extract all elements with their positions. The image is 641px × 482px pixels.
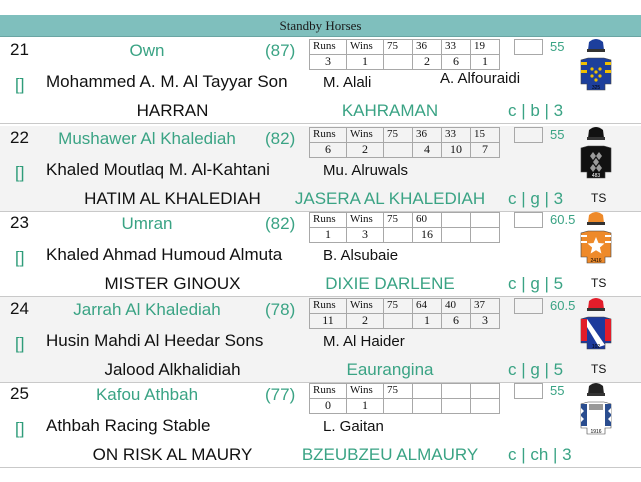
jockey-silk-icon (578, 297, 614, 355)
stats-header-cell: 37 (471, 299, 500, 314)
sire-name: MISTER GINOUX (104, 274, 241, 293)
horse-name-link[interactable]: Jarrah Al Khalediah (73, 300, 221, 319)
trainer-name: Mu. Alruwals (323, 162, 409, 179)
stats-value-cell: 1 (310, 228, 347, 243)
stats-header-cell: Runs (310, 128, 347, 143)
select-marker[interactable]: [] (15, 75, 25, 94)
jockey-silk-icon (578, 126, 614, 184)
stats-header-cell: Runs (310, 384, 347, 399)
stats-header-cell: Runs (310, 213, 347, 228)
owner-name: Khaled Ahmad Humoud Almuta (46, 245, 283, 264)
stats-header-cell (471, 213, 500, 228)
stats-header-cell: 40 (442, 299, 471, 314)
stats-extra-cell (514, 39, 543, 55)
owner-name: Athbah Racing Stable (46, 416, 211, 435)
horse-summary: c | b | 3 (508, 101, 564, 120)
horse-name-link[interactable]: Own (129, 41, 165, 60)
trainer-name: L. Gaitan (323, 418, 384, 435)
form-stats-table (309, 383, 500, 414)
stats-value-cell: 6 (310, 143, 347, 158)
sire-name: ON RISK AL MAURY (92, 445, 253, 464)
stats-value-cell: 2 (413, 55, 442, 70)
stats-value-cell: 6 (442, 314, 471, 329)
horse-number: 25 (10, 384, 29, 403)
standby-horses-header (0, 15, 641, 37)
weight-value: 60.5 (550, 212, 576, 227)
horse-rating: (87) (265, 41, 296, 60)
jockey-silk-icon (578, 211, 614, 269)
stats-value-cell (442, 228, 471, 243)
stats-header-cell: Wins (347, 213, 384, 228)
stats-header-cell: 75 (384, 213, 413, 228)
stats-header-cell: 15 (471, 128, 500, 143)
stats-header-cell (471, 384, 500, 399)
svg-text:325: 325 (591, 85, 601, 91)
stats-value-cell: 1 (347, 399, 384, 414)
stats-value-cell: 1 (471, 55, 500, 70)
stats-header-cell: Runs (310, 299, 347, 314)
horse-name-link[interactable]: Kafou Athbah (95, 385, 199, 404)
form-stats-table (309, 39, 500, 70)
horse-summary: c | g | 3 (508, 189, 564, 208)
stats-extra-cell (514, 298, 543, 314)
horse-rating: (77) (265, 385, 296, 404)
dam-name-link[interactable]: JASERA AL KHALEDIAH (294, 189, 486, 208)
horse-number: 22 (10, 128, 29, 147)
stats-header-cell: Runs (310, 40, 347, 55)
horse-number: 21 (10, 40, 29, 59)
horse-name-link[interactable]: Mushawer Al Khalediah (58, 129, 236, 148)
weight-value: 55 (550, 383, 565, 398)
horse-name-link[interactable]: Umran (121, 214, 173, 233)
stats-value-cell: 7 (471, 143, 500, 158)
stats-header-cell: 19 (471, 40, 500, 55)
stats-extra-cell (514, 127, 543, 143)
horse-entry[interactable] (0, 38, 641, 124)
horse-rating: (82) (265, 214, 296, 233)
select-marker[interactable]: [] (15, 248, 25, 267)
jockey-silk-icon (578, 38, 614, 96)
stats-value-cell: 4 (413, 143, 442, 158)
ts-badge: TS (591, 191, 607, 205)
stats-value-cell (471, 228, 500, 243)
form-stats-table (309, 298, 500, 329)
stats-value-cell: 16 (413, 228, 442, 243)
stats-header-cell: 75 (384, 128, 413, 143)
svg-text:2416: 2416 (590, 258, 602, 264)
svg-text:483: 483 (591, 173, 601, 179)
stats-header-cell: Wins (347, 40, 384, 55)
stats-header-cell: Wins (347, 299, 384, 314)
stats-value-cell: 0 (310, 399, 347, 414)
stats-header-cell: 64 (413, 299, 442, 314)
horse-summary: c | g | 5 (508, 360, 564, 379)
stats-value-cell: 6 (442, 55, 471, 70)
stats-value-cell: 2 (347, 314, 384, 329)
stats-header-cell: 33 (442, 40, 471, 55)
weight-value: 60.5 (550, 298, 576, 313)
horse-summary: c | g | 5 (508, 274, 564, 293)
weight-value: 55 (550, 127, 565, 142)
stats-header-cell: 36 (413, 128, 442, 143)
sire-name: Jalood Alkhalidiah (104, 360, 241, 379)
select-marker[interactable]: [] (15, 334, 25, 353)
dam-name-link[interactable]: KAHRAMAN (341, 101, 439, 120)
stats-value-cell: 3 (347, 228, 384, 243)
stats-value-cell: 1 (413, 314, 442, 329)
stats-value-cell: 10 (442, 143, 471, 158)
stats-value-cell: 3 (310, 55, 347, 70)
stats-value-cell (384, 228, 413, 243)
horse-entry[interactable] (0, 126, 641, 212)
horse-summary: c | ch | 3 (508, 445, 572, 464)
stats-value-cell (384, 55, 413, 70)
trainer-name: B. Alsubaie (323, 247, 399, 264)
horse-entry[interactable] (0, 297, 641, 383)
horse-number: 23 (10, 213, 29, 232)
stats-value-cell: 2 (347, 143, 384, 158)
stats-value-cell (442, 399, 471, 414)
stats-header-cell (442, 384, 471, 399)
stats-header-cell (442, 213, 471, 228)
dam-name-link[interactable]: Eaurangina (346, 360, 434, 379)
horse-rating: (78) (265, 300, 296, 319)
stats-value-cell: 1 (347, 55, 384, 70)
form-stats-table (309, 127, 500, 158)
ts-badge: TS (591, 276, 607, 290)
dam-name-link[interactable]: BZEUBZEU ALMAURY (301, 445, 479, 464)
stats-value-cell (471, 399, 500, 414)
horse-entry[interactable] (0, 382, 641, 468)
stats-value-cell (413, 399, 442, 414)
select-marker[interactable]: [] (15, 419, 25, 438)
stats-value-cell: 3 (471, 314, 500, 329)
stats-header-cell: 60 (413, 213, 442, 228)
stats-header-cell: 33 (442, 128, 471, 143)
stats-header-cell: 75 (384, 40, 413, 55)
stats-extra-cell (514, 212, 543, 228)
trainer-name: M. Al Haider (323, 333, 405, 350)
weight-value: 55 (550, 39, 565, 54)
sire-name: HATIM AL KHALEDIAH (84, 189, 261, 208)
stats-header-cell: Wins (347, 128, 384, 143)
stats-extra-cell (514, 383, 543, 399)
stats-header-cell (413, 384, 442, 399)
sire-name: HARRAN (136, 101, 209, 120)
stats-header-cell: 75 (384, 384, 413, 399)
horse-rating: (82) (265, 129, 296, 148)
stats-value-cell (384, 143, 413, 158)
trainer-name: M. Alali (323, 74, 372, 91)
jockey-name: A. Alfouraidi (440, 70, 521, 87)
form-stats-table (309, 212, 500, 243)
svg-text:102: 102 (591, 344, 601, 350)
stats-value-cell: 11 (310, 314, 347, 329)
select-marker[interactable]: [] (15, 163, 25, 182)
stats-header-cell: 36 (413, 40, 442, 55)
stats-header-cell: 75 (384, 299, 413, 314)
header-title: Standby Horses (279, 18, 362, 33)
horse-number: 24 (10, 299, 29, 318)
owner-name: Khaled Moutlaq M. Al-Kahtani (46, 160, 270, 179)
svg-text:1916: 1916 (590, 429, 602, 435)
stats-value-cell (384, 399, 413, 414)
owner-name: Husin Mahdi Al Heedar Sons (46, 331, 264, 350)
owner-name: Mohammed A. M. Al Tayyar Son (46, 72, 288, 91)
dam-name-link[interactable]: DIXIE DARLENE (325, 274, 455, 293)
stats-value-cell (384, 314, 413, 329)
jockey-silk-icon (578, 382, 614, 440)
horse-entry[interactable] (0, 211, 641, 297)
ts-badge: TS (591, 362, 607, 376)
stats-header-cell: Wins (347, 384, 384, 399)
